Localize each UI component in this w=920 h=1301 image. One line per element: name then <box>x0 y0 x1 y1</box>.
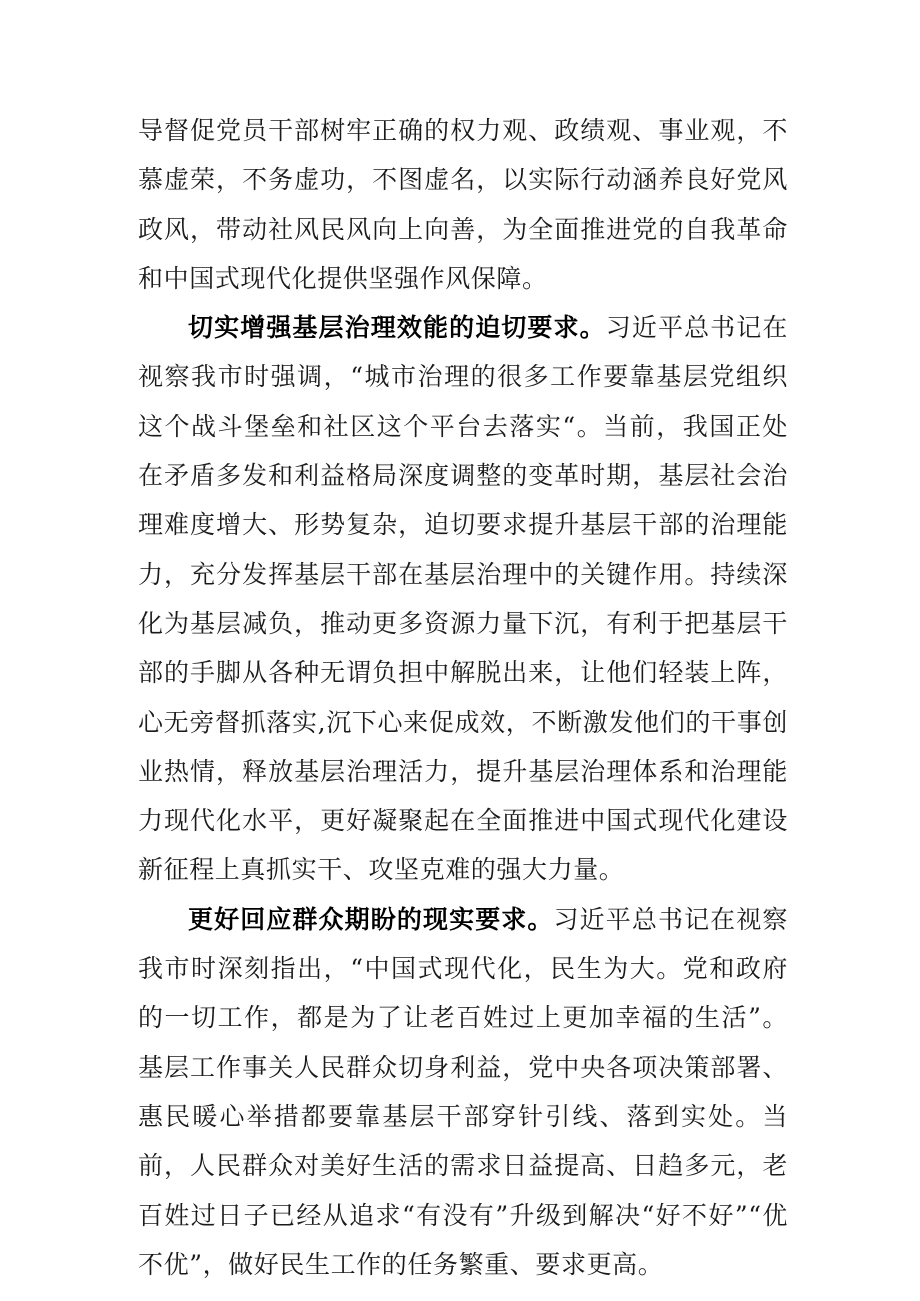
paragraph-governance-efficiency <box>138 303 788 895</box>
paragraph-body: 习近平总书记在视察我市时深刻指出，“中国式现代化，民生为大。党和政府的一切工作，都是为了让老百姓过上更加幸福的生活”。基层工作事关人民群众切身利益，党中央各项决策部署、惠民暖心举措都要靠基层干部穿针引线、落到实处。当前，人民群众对美好生活的需求日益提高、日趋多元，老百姓过日子已经从追求“有没有”升级到解决“好不好”“优不优”，做好民生工作的任务繁重、要求更高。 <box>138 904 789 1279</box>
paragraph-heading: 切实增强基层治理效能的迫切要求。 <box>188 313 606 343</box>
paragraph-continuation <box>138 106 788 303</box>
paragraph-heading: 更好回应群众期盼的现实要求。 <box>188 904 554 934</box>
document-body <box>138 106 788 1289</box>
paragraph-body: 导督促党员干部树牢正确的权力观、政绩观、事业观，不慕虚荣，不务虚功，不图虚名，以实际行动涵养良好党风政风，带动社风民风向上向善，为全面推进党的自我革命和中国式现代化提供坚强作风保障。 <box>138 116 788 293</box>
paragraph-public-expectations <box>138 895 788 1289</box>
paragraph-body: 习近平总书记在视察我市时强调，“城市治理的很多工作要靠基层党组织这个战斗堡垒和社区这个平台去落实“。当前，我国正处在矛盾多发和利益格局深度调整的变革时期，基层社会治理难度增大、形势复杂，迫切要求提升基层干部的治理能力，充分发挥基层干部在基层治理中的关键作用。持续深化为基层减负，推动更多资源力量下沉，有利于把基层干部的手脚从各种无谓负担中解脱出来，让他们轻装上阵，心无旁督抓落实,沉下心来促成效，不断激发他们的干事创业热情，释放基层治理活力，提升基层治理体系和治理能力现代化水平，更好凝聚起在全面推进中国式现代化建设新征程上真抓实干、攻坚克难的强大力量。 <box>138 313 789 885</box>
